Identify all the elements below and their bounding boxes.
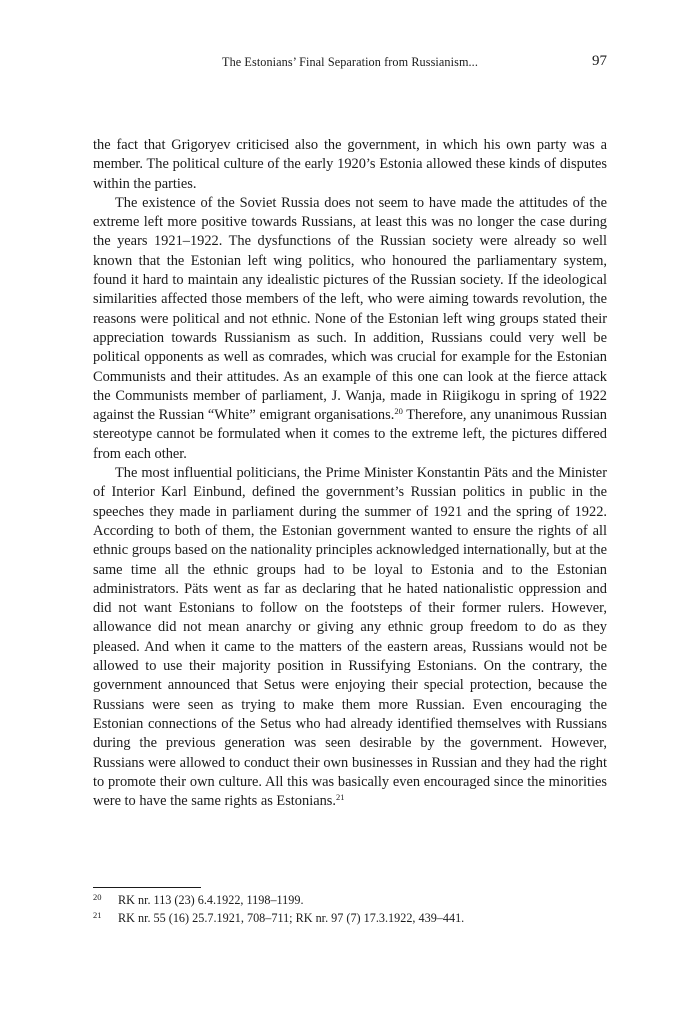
paragraph-2-text: The existence of the Soviet Russia does not seem to have made the attitudes of the extreme left more positive towards Russians, at least this was no longer the case during the years 1921–1922. The dysfunctions of the Russian society were already so well known that the Estonian left wing politics, who honoured the parliamentary system, found it hard to maintain any idealistic pictures of the Russian society. If the ideological similarities affected those members of the left, who were aiming towards revolution, the reasons were political and not ethnic. None of the Estonian left wing groups stated their appreciation towards Russianism as such. In addition, Russians could very well be political opponents as well as comrades, which was crucial for example for the Estonian Communists and their attitudes. As an example of this one can look at the fierce attack the Communists member of parliament, J. Wanja, made in Riigikogu in spring of 1922 against the Russian “White” emigrant organisations. bbox=[93, 194, 607, 424]
paragraph-1: the fact that Grigoryev criticised also the government, in which his own party was a member. The political culture of the early 1920’s Estonia allowed these kinds of disputes within the parties. bbox=[93, 137, 607, 192]
footnote-number: 20 bbox=[93, 892, 102, 902]
footnote-ref-20: 20 bbox=[394, 406, 403, 417]
footnote-text: RK nr. 113 (23) 6.4.1922, 1198–1199. bbox=[118, 893, 304, 907]
paragraph-3 bbox=[93, 464, 607, 811]
footnote-divider bbox=[93, 887, 201, 888]
page-number: 97 bbox=[592, 53, 607, 69]
running-title: The Estonians’ Final Separation from Russianism... bbox=[222, 55, 478, 69]
body-text bbox=[93, 136, 607, 811]
paragraph-2 bbox=[93, 194, 607, 464]
footnote-21 bbox=[93, 910, 607, 928]
footnotes bbox=[93, 892, 607, 927]
footnote-ref-21: 21 bbox=[335, 792, 345, 803]
paragraph-2-tail: Therefore, any unanimous Russian stereotype cannot be formulated when it comes to the extreme left, the pictures differed from each other. bbox=[93, 407, 607, 462]
footnote-20 bbox=[93, 892, 607, 910]
paragraph-3-text: The most influential politicians, the Prime Minister Konstantin Päts and the Minister of Interior Karl Einbund, defined the government’s Russian politics in public in the speeches they made in parliament during the summer of 1921 and the spring of 1922. According to both of them, the Estonian government wanted to ensure the rights of all ethnic groups based on the nationality principles acknowledged internationally, but at the same time all the ethnic groups had to be loyal to Estonia and to the Estonian administrators. Päts went as far as declaring that he hated nationalistic oppression and did not want Estonians to follow on the footsteps of their former rulers. However, allowance did not mean anarchy or giving any ethnic group freedom to do as they pleased. And when it came to the matters of the eastern areas, Russians would not be allowed to use their majority position in Russifying Estonians. On the contrary, the government announced that Setus were enjoying their special protection, because the Russians were seen as trying to make them more Russian. Even encouraging the Estonian connections of the Setus who had already identified themselves with Russians during the previous generation was seen desirable by the government. However, Russians were allowed to conduct their own businesses in Russian and they had the right to promote their own culture. All this was basically even encouraged since the minorities were to have the same rights as Estonians. bbox=[93, 465, 607, 810]
footnote-number: 21 bbox=[93, 909, 102, 920]
footnote-text: RK nr. 55 (16) 25.7.1921, 708–711; RK nr. 97 (7) 17.3.1922, 439–441. bbox=[118, 910, 465, 925]
running-header bbox=[93, 53, 607, 73]
